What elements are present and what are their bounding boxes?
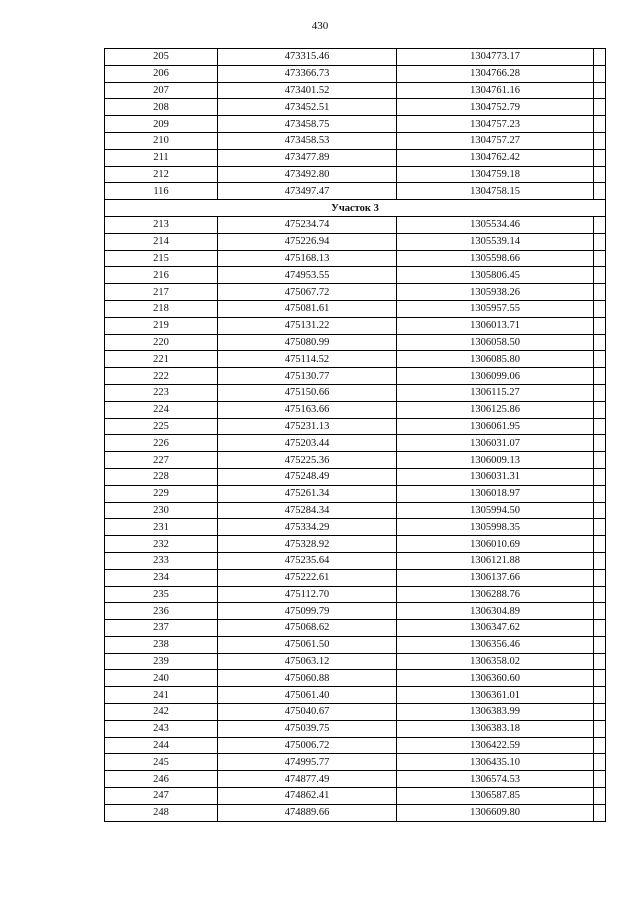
y-coordinate-cell: 1304757.27 (397, 132, 594, 149)
x-coordinate-cell: 473452.51 (218, 99, 397, 116)
spare-column-cell (594, 687, 606, 704)
y-coordinate-cell: 1306013.71 (397, 317, 594, 334)
table-row (105, 82, 606, 99)
spare-column-cell (594, 317, 606, 334)
point-number-cell: 207 (105, 82, 218, 99)
x-coordinate-cell: 473315.46 (218, 49, 397, 66)
y-coordinate-cell: 1306358.02 (397, 653, 594, 670)
point-number-cell: 218 (105, 300, 218, 317)
point-number-cell: 231 (105, 519, 218, 536)
x-coordinate-cell: 475226.94 (218, 233, 397, 250)
y-coordinate-cell: 1304752.79 (397, 99, 594, 116)
spare-column-cell (594, 804, 606, 821)
spare-column-cell (594, 418, 606, 435)
table-row (105, 720, 606, 737)
spare-column-cell (594, 653, 606, 670)
x-coordinate-cell: 475080.99 (218, 334, 397, 351)
table-row (105, 552, 606, 569)
spare-column-cell (594, 788, 606, 805)
table-row (105, 233, 606, 250)
point-number-cell: 205 (105, 49, 218, 66)
point-number-cell: 211 (105, 149, 218, 166)
point-number-cell: 239 (105, 653, 218, 670)
point-number-cell: 213 (105, 216, 218, 233)
x-coordinate-cell: 475006.72 (218, 737, 397, 754)
point-number-cell: 219 (105, 317, 218, 334)
table-row (105, 670, 606, 687)
x-coordinate-cell: 475225.36 (218, 452, 397, 469)
point-number-cell: 214 (105, 233, 218, 250)
table-row (105, 216, 606, 233)
point-number-cell: 245 (105, 754, 218, 771)
spare-column-cell (594, 267, 606, 284)
table-row (105, 536, 606, 553)
point-number-cell: 246 (105, 771, 218, 788)
spare-column-cell (594, 519, 606, 536)
x-coordinate-cell: 475284.34 (218, 502, 397, 519)
x-coordinate-cell: 475235.64 (218, 552, 397, 569)
spare-column-cell (594, 485, 606, 502)
x-coordinate-cell: 475040.67 (218, 704, 397, 721)
spare-column-cell (594, 334, 606, 351)
y-coordinate-cell: 1306609.80 (397, 804, 594, 821)
point-number-cell: 208 (105, 99, 218, 116)
spare-column-cell (594, 452, 606, 469)
point-number-cell: 240 (105, 670, 218, 687)
y-coordinate-cell: 1306361.01 (397, 687, 594, 704)
y-coordinate-cell: 1306031.31 (397, 468, 594, 485)
spare-column-cell (594, 351, 606, 368)
spare-column-cell (594, 401, 606, 418)
y-coordinate-cell: 1306121.88 (397, 552, 594, 569)
y-coordinate-cell: 1306435.10 (397, 754, 594, 771)
spare-column-cell (594, 149, 606, 166)
spare-column-cell (594, 737, 606, 754)
x-coordinate-cell: 475068.62 (218, 620, 397, 637)
coordinates-table (104, 48, 606, 822)
point-number-cell: 210 (105, 132, 218, 149)
y-coordinate-cell: 1305998.35 (397, 519, 594, 536)
table-row (105, 687, 606, 704)
y-coordinate-cell: 1306347.62 (397, 620, 594, 637)
page-number: 430 (311, 20, 329, 32)
spare-column-cell (594, 720, 606, 737)
point-number-cell: 226 (105, 435, 218, 452)
x-coordinate-cell: 475222.61 (218, 569, 397, 586)
point-number-cell: 247 (105, 788, 218, 805)
x-coordinate-cell: 474889.66 (218, 804, 397, 821)
x-coordinate-cell: 474953.55 (218, 267, 397, 284)
y-coordinate-cell: 1304761.16 (397, 82, 594, 99)
x-coordinate-cell: 475081.61 (218, 300, 397, 317)
y-coordinate-cell: 1305938.26 (397, 284, 594, 301)
point-number-cell: 222 (105, 368, 218, 385)
table-row (105, 620, 606, 637)
table-row (105, 384, 606, 401)
y-coordinate-cell: 1304766.28 (397, 65, 594, 82)
table-row (105, 116, 606, 133)
spare-column-cell (594, 49, 606, 66)
table-row (105, 183, 606, 200)
table-row (105, 603, 606, 620)
table-row (105, 300, 606, 317)
table-row (105, 49, 606, 66)
spare-column-cell (594, 233, 606, 250)
x-coordinate-cell: 475203.44 (218, 435, 397, 452)
table-row (105, 435, 606, 452)
y-coordinate-cell: 1306061.95 (397, 418, 594, 435)
spare-column-cell (594, 300, 606, 317)
y-coordinate-cell: 1304762.42 (397, 149, 594, 166)
y-coordinate-cell: 1306018.97 (397, 485, 594, 502)
x-coordinate-cell: 475060.88 (218, 670, 397, 687)
y-coordinate-cell: 1306574.53 (397, 771, 594, 788)
x-coordinate-cell: 475163.66 (218, 401, 397, 418)
spare-column-cell (594, 65, 606, 82)
spare-column-cell (594, 384, 606, 401)
spare-column-cell (594, 536, 606, 553)
x-coordinate-cell: 475063.12 (218, 653, 397, 670)
table-row (105, 65, 606, 82)
spare-column-cell (594, 552, 606, 569)
spare-column-cell (594, 250, 606, 267)
section-header-row (105, 200, 606, 217)
table-row (105, 485, 606, 502)
spare-column-cell (594, 183, 606, 200)
table-row (105, 704, 606, 721)
point-number-cell: 223 (105, 384, 218, 401)
x-coordinate-cell: 475150.66 (218, 384, 397, 401)
x-coordinate-cell: 475248.49 (218, 468, 397, 485)
table-row (105, 351, 606, 368)
spare-column-cell (594, 468, 606, 485)
x-coordinate-cell: 475061.50 (218, 636, 397, 653)
y-coordinate-cell: 1306115.27 (397, 384, 594, 401)
y-coordinate-cell: 1306304.89 (397, 603, 594, 620)
y-coordinate-cell: 1305598.66 (397, 250, 594, 267)
x-coordinate-cell: 475067.72 (218, 284, 397, 301)
spare-column-cell (594, 586, 606, 603)
point-number-cell: 206 (105, 65, 218, 82)
point-number-cell: 228 (105, 468, 218, 485)
point-number-cell: 209 (105, 116, 218, 133)
table-row (105, 284, 606, 301)
spare-column-cell (594, 216, 606, 233)
x-coordinate-cell: 473458.75 (218, 116, 397, 133)
y-coordinate-cell: 1306356.46 (397, 636, 594, 653)
table-row (105, 418, 606, 435)
point-number-cell: 233 (105, 552, 218, 569)
point-number-cell: 212 (105, 166, 218, 183)
spare-column-cell (594, 435, 606, 452)
point-number-cell: 217 (105, 284, 218, 301)
spare-column-cell (594, 99, 606, 116)
point-number-cell: 232 (105, 536, 218, 553)
y-coordinate-cell: 1304773.17 (397, 49, 594, 66)
point-number-cell: 229 (105, 485, 218, 502)
table-row (105, 653, 606, 670)
point-number-cell: 248 (105, 804, 218, 821)
point-number-cell: 243 (105, 720, 218, 737)
table-row (105, 636, 606, 653)
table-row (105, 519, 606, 536)
x-coordinate-cell: 475114.52 (218, 351, 397, 368)
x-coordinate-cell: 475039.75 (218, 720, 397, 737)
spare-column-cell (594, 771, 606, 788)
table-row (105, 132, 606, 149)
table-row (105, 368, 606, 385)
x-coordinate-cell: 475231.13 (218, 418, 397, 435)
x-coordinate-cell: 475334.29 (218, 519, 397, 536)
point-number-cell: 244 (105, 737, 218, 754)
table-row (105, 502, 606, 519)
table-row (105, 317, 606, 334)
point-number-cell: 227 (105, 452, 218, 469)
spare-column-cell (594, 368, 606, 385)
table-row (105, 754, 606, 771)
spare-column-cell (594, 132, 606, 149)
table-row (105, 569, 606, 586)
y-coordinate-cell: 1304758.15 (397, 183, 594, 200)
y-coordinate-cell: 1306383.18 (397, 720, 594, 737)
y-coordinate-cell: 1306360.60 (397, 670, 594, 687)
spare-column-cell (594, 116, 606, 133)
y-coordinate-cell: 1306383.99 (397, 704, 594, 721)
y-coordinate-cell: 1304759.18 (397, 166, 594, 183)
y-coordinate-cell: 1306009.13 (397, 452, 594, 469)
x-coordinate-cell: 474877.49 (218, 771, 397, 788)
point-number-cell: 116 (105, 183, 218, 200)
x-coordinate-cell: 475328.92 (218, 536, 397, 553)
point-number-cell: 221 (105, 351, 218, 368)
point-number-cell: 237 (105, 620, 218, 637)
point-number-cell: 224 (105, 401, 218, 418)
y-coordinate-cell: 1306099.06 (397, 368, 594, 385)
table-row (105, 452, 606, 469)
table-row (105, 401, 606, 418)
point-number-cell: 216 (105, 267, 218, 284)
x-coordinate-cell: 475131.22 (218, 317, 397, 334)
table-row (105, 737, 606, 754)
table-row (105, 334, 606, 351)
x-coordinate-cell: 475168.13 (218, 250, 397, 267)
table-row (105, 804, 606, 821)
x-coordinate-cell: 475261.34 (218, 485, 397, 502)
table-row (105, 99, 606, 116)
x-coordinate-cell: 475061.40 (218, 687, 397, 704)
point-number-cell: 234 (105, 569, 218, 586)
y-coordinate-cell: 1305534.46 (397, 216, 594, 233)
point-number-cell: 235 (105, 586, 218, 603)
y-coordinate-cell: 1304757.23 (397, 116, 594, 133)
table-row (105, 586, 606, 603)
y-coordinate-cell: 1305994.50 (397, 502, 594, 519)
spare-column-cell (594, 569, 606, 586)
point-number-cell: 242 (105, 704, 218, 721)
spare-column-cell (594, 704, 606, 721)
spare-column-cell (594, 502, 606, 519)
point-number-cell: 238 (105, 636, 218, 653)
spare-column-cell (594, 82, 606, 99)
y-coordinate-cell: 1306137.66 (397, 569, 594, 586)
table-row (105, 771, 606, 788)
table-row (105, 250, 606, 267)
spare-column-cell (594, 670, 606, 687)
x-coordinate-cell: 473366.73 (218, 65, 397, 82)
spare-column-cell (594, 166, 606, 183)
coordinates-table-body (105, 49, 606, 822)
point-number-cell: 220 (105, 334, 218, 351)
table-row (105, 149, 606, 166)
point-number-cell: 215 (105, 250, 218, 267)
table-row (105, 788, 606, 805)
table-row (105, 468, 606, 485)
x-coordinate-cell: 475099.79 (218, 603, 397, 620)
y-coordinate-cell: 1305957.55 (397, 300, 594, 317)
x-coordinate-cell: 473401.52 (218, 82, 397, 99)
spare-column-cell (594, 603, 606, 620)
y-coordinate-cell: 1306031.07 (397, 435, 594, 452)
spare-column-cell (594, 754, 606, 771)
point-number-cell: 236 (105, 603, 218, 620)
x-coordinate-cell: 475130.77 (218, 368, 397, 385)
x-coordinate-cell: 474995.77 (218, 754, 397, 771)
x-coordinate-cell: 474862.41 (218, 788, 397, 805)
y-coordinate-cell: 1306288.76 (397, 586, 594, 603)
spare-column-cell (594, 636, 606, 653)
y-coordinate-cell: 1306125.86 (397, 401, 594, 418)
y-coordinate-cell: 1306587.85 (397, 788, 594, 805)
spare-column-cell (594, 620, 606, 637)
y-coordinate-cell: 1306422.59 (397, 737, 594, 754)
table-row (105, 267, 606, 284)
section-title: Участок 3 (105, 200, 606, 217)
x-coordinate-cell: 473492.80 (218, 166, 397, 183)
x-coordinate-cell: 475234.74 (218, 216, 397, 233)
point-number-cell: 230 (105, 502, 218, 519)
y-coordinate-cell: 1305806.45 (397, 267, 594, 284)
y-coordinate-cell: 1306010.69 (397, 536, 594, 553)
table-row (105, 166, 606, 183)
x-coordinate-cell: 473497.47 (218, 183, 397, 200)
x-coordinate-cell: 475112.70 (218, 586, 397, 603)
point-number-cell: 225 (105, 418, 218, 435)
y-coordinate-cell: 1305539.14 (397, 233, 594, 250)
x-coordinate-cell: 473458.53 (218, 132, 397, 149)
y-coordinate-cell: 1306085.80 (397, 351, 594, 368)
point-number-cell: 241 (105, 687, 218, 704)
y-coordinate-cell: 1306058.50 (397, 334, 594, 351)
x-coordinate-cell: 473477.89 (218, 149, 397, 166)
spare-column-cell (594, 284, 606, 301)
